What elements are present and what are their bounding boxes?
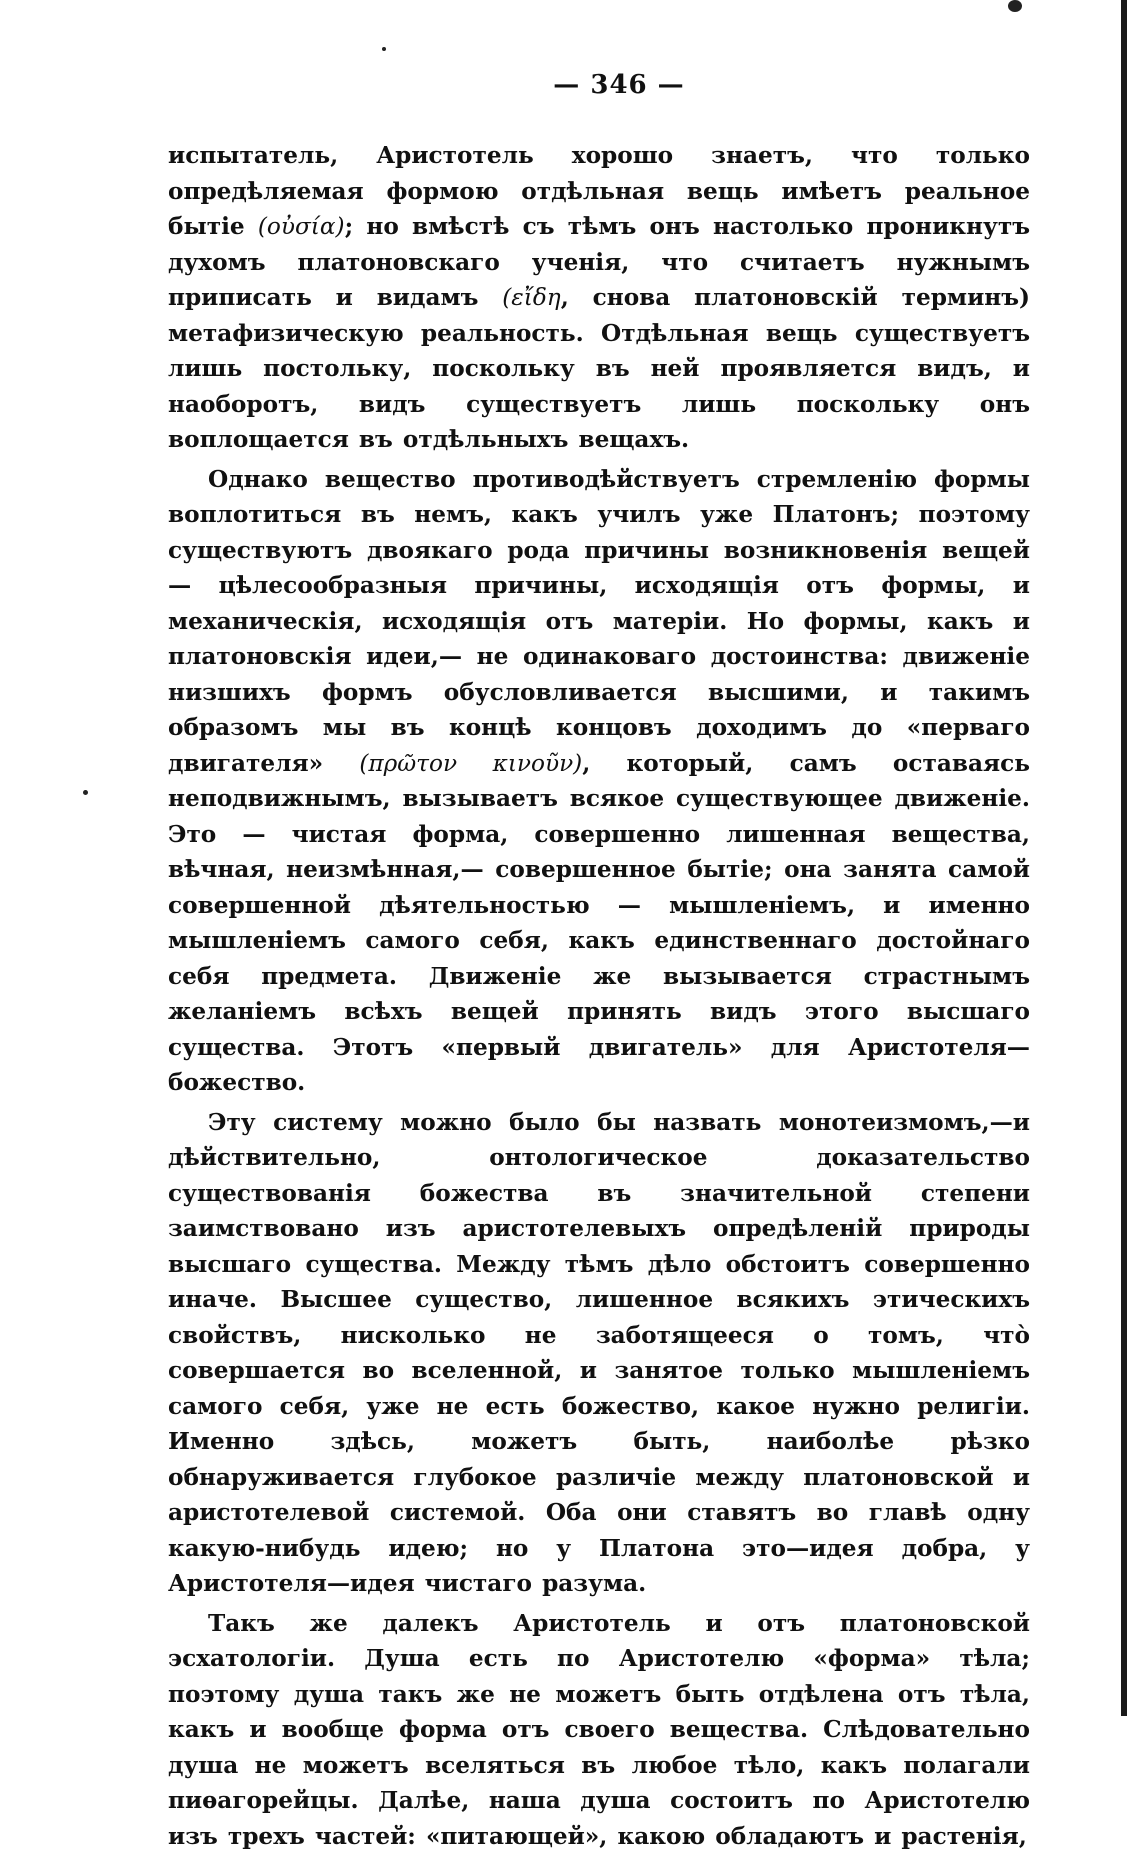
paragraph xyxy=(168,462,1030,1101)
paragraph-text: Такъ же далекъ Аристотель и отъ платоновской эсхатологіи. Душа есть по Аристотелю «форма» тѣла; поэтому душа такъ же не можетъ быть отдѣлена отъ тѣла, какъ и вообще форма отъ своего вещества. Слѣдовательно душа не можетъ вселяться въ любое тѣло, какъ полагали пиѳагорейцы. Далѣе, наша душа состоитъ по Аристотелю изъ трехъ частей: «питающей», какою обладаютъ и растенія, xyxy=(168,1609,1030,1850)
greek-term: (οὐσία) xyxy=(257,213,345,240)
scan-speck xyxy=(1008,0,1022,12)
paragraph-text: , который, самъ оставаясь неподвижнымъ, вызываетъ всякое существующее движеніе. Это — чистая форма, совершенно лишенная вещества, вѣчная, неизмѣнная,— совершенное бытіе; она занята самой совершенной дѣятельностью — мышленіемъ, и именно мышленіемъ самого себя, какъ единственнаго достойнаго себя предмета. Движеніе же вызывается страстнымъ желаніемъ всѣхъ вещей принять видъ этого высшаго существа. Этотъ «первый двигатель» для Аристотеля—божество. xyxy=(168,749,1031,1096)
paragraph-text: Однако вещество противодѣйствуетъ стремленію формы воплотиться въ немъ, какъ училъ уже Платонъ; поэтому существуютъ двоякаго рода причины возникновенія вещей — цѣлесообразныя причины, исходящія отъ формы, и механическія, исходящія отъ матеріи. Но формы, какъ и платоновскія идеи,— не одинаковаго достоинства: движеніе низшихъ формъ обусловливается высшими, и такимъ образомъ мы въ концѣ концовъ доходимъ до «перваго двигателя» xyxy=(168,465,1030,777)
page-number: — 346 — xyxy=(553,70,685,100)
paragraph xyxy=(168,138,1030,458)
paragraph-text: испытатель, Аристотель хорошо знаетъ, что только опредѣляемая формою отдѣльная вещь имѣетъ реальное бытіе xyxy=(168,142,1030,240)
paragraph-text: , снова платоновскій терминъ) метафизическую реальность. Отдѣльная вещь существуетъ лишь постольку, поскольку въ ней проявляется видъ, и наоборотъ, видъ существуетъ лишь поскольку онъ воплощается въ отдѣльныхъ вещахъ. xyxy=(168,284,1031,453)
scan-speck xyxy=(382,47,386,51)
scan-speck xyxy=(83,790,88,795)
paragraph xyxy=(168,1606,1030,1855)
paragraph-text: ; но вмѣстѣ съ тѣмъ онъ настолько проникнутъ духомъ платоновскаго ученія, что считаетъ нужнымъ приписать и видамъ xyxy=(168,213,1030,311)
paragraph xyxy=(168,1105,1030,1602)
paragraph-text: Эту систему можно было бы назвать монотеизмомъ,—и дѣйствительно, онтологическое доказательство существованія божества въ значительной степени заимствовано изъ аристотелевыхъ опредѣленій природы высшаго существа. Между тѣмъ дѣло обстоитъ совершенно иначе. Высшее существо, лишенное всякихъ этическихъ свойствъ, нисколько не заботящееся о томъ, что̀ совершается во вселенной, и занятое только мышленіемъ самого себя, уже не есть божество, какое нужно религіи. Именно здѣсь, можетъ быть, наиболѣе рѣзко обнаруживается глубокое различіе между платоновской и аристотелевой системой. Оба они ставятъ во главѣ одну какую-нибудь идею; но у Платона это—идея добра, у Аристотеля—идея чистаго разума. xyxy=(168,1108,1030,1597)
page-body xyxy=(168,70,1030,1858)
scan-edge xyxy=(1121,0,1127,1716)
greek-term: (εἴδη xyxy=(502,284,561,311)
greek-term: (πρῶτον κινοῦν) xyxy=(359,749,583,777)
text-body xyxy=(168,138,1030,1854)
